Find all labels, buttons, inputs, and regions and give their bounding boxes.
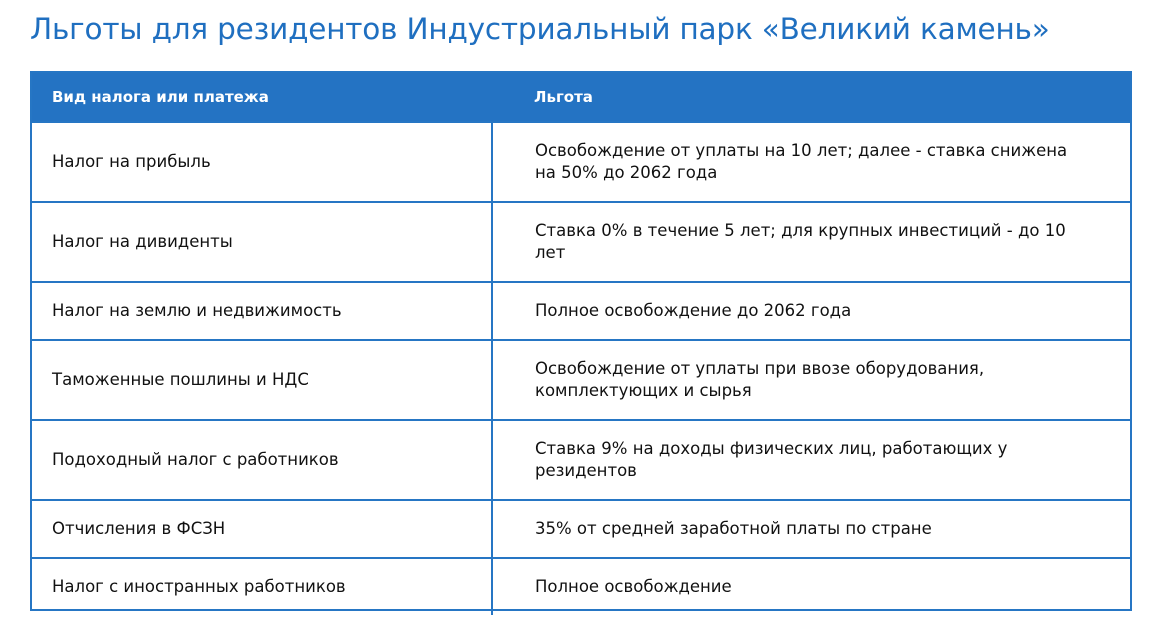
tax-cell: Налог на прибыль: [32, 122, 492, 202]
header-tax-type: Вид налога или платежа: [32, 73, 492, 122]
tax-cell: Налог на дивиденты: [32, 202, 492, 282]
benefit-cell: Освобождение от уплаты при ввозе оборудования, комплектующих и сырья: [492, 340, 1130, 420]
benefit-cell: Ставка 9% на доходы физических лиц, работающих у резидентов: [492, 420, 1130, 500]
benefit-cell: Полное освобождение: [492, 558, 1130, 615]
benefits-table: [30, 71, 1132, 611]
page-title: Льготы для резидентов Индустриальный парк «Великий камень»: [30, 12, 1050, 46]
tax-cell: Отчисления в ФСЗН: [32, 500, 492, 558]
table-row: [32, 282, 1130, 340]
table-row: [32, 340, 1130, 420]
benefit-cell: Полное освобождение до 2062 года: [492, 282, 1130, 340]
table-row: [32, 558, 1130, 615]
header-benefit: Льгота: [492, 73, 1130, 122]
table-row: [32, 500, 1130, 558]
benefit-cell: 35% от средней заработной платы по стране: [492, 500, 1130, 558]
table-row: [32, 420, 1130, 500]
benefit-cell: Ставка 0% в течение 5 лет; для крупных инвестиций - до 10 лет: [492, 202, 1130, 282]
tax-cell: Подоходный налог с работников: [32, 420, 492, 500]
table-row: [32, 202, 1130, 282]
benefit-cell: Освобождение от уплаты на 10 лет; далее - ставка снижена на 50% до 2062 года: [492, 122, 1130, 202]
tax-cell: Налог с иностранных работников: [32, 558, 492, 615]
tax-cell: Таможенные пошлины и НДС: [32, 340, 492, 420]
tax-cell: Налог на землю и недвижимость: [32, 282, 492, 340]
table-header-row: [32, 73, 1130, 122]
table-row: [32, 122, 1130, 202]
